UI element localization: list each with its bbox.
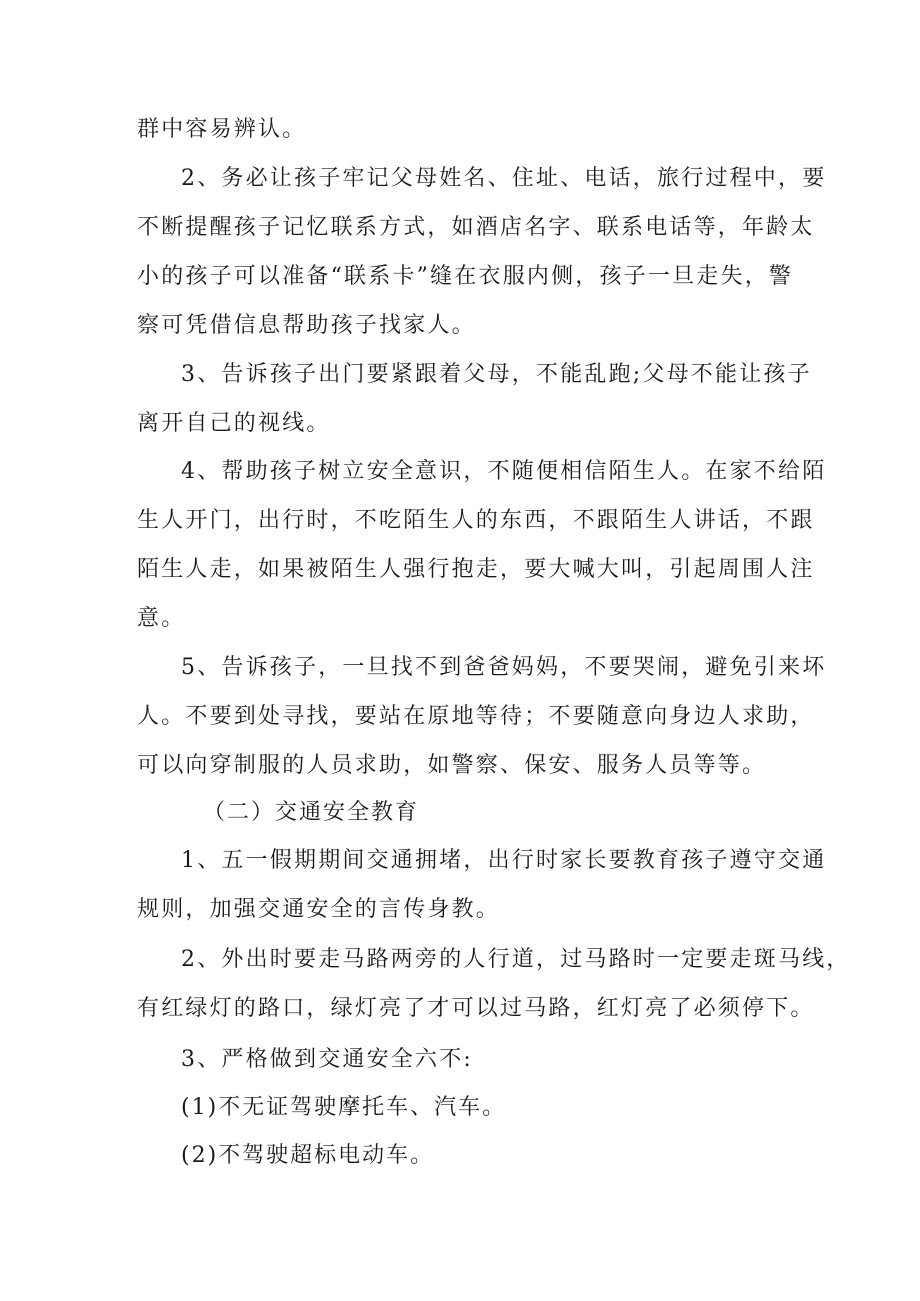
paragraph-line: 小的孩子可以准备“联系卡”缝在衣服内侧，孩子一旦走失，警 bbox=[137, 264, 794, 289]
paragraph-line: 2、外出时要走马路两旁的人行道，过马路时一定要走斑马线， bbox=[181, 947, 851, 972]
paragraph-line: 人。不要到处寻找，要站在原地等待；不要随意向身边人求助， bbox=[137, 704, 815, 729]
paragraph-line: 离开自己的视线。 bbox=[137, 411, 331, 436]
paragraph-line: 有红绿灯的路口，绿灯亮了才可以过马路，红灯亮了必须停下。 bbox=[137, 996, 815, 1021]
paragraph-line: 5、告诉孩子，一旦找不到爸爸妈妈，不要哭闹，避免引来坏 bbox=[181, 655, 827, 680]
paragraph-line: 3、严格做到交通安全六不: bbox=[181, 1047, 474, 1072]
list-item: (1)不无证驾驶摩托车、汽车。 bbox=[181, 1095, 507, 1120]
list-item: (2)不驾驶超标电动车。 bbox=[181, 1143, 435, 1168]
paragraph-line: 察可凭借信息帮助孩子找家人。 bbox=[137, 313, 476, 338]
paragraph-line: 规则，加强交通安全的言传身教。 bbox=[137, 897, 501, 922]
paragraph-line: 4、帮助孩子树立安全意识，不随便相信陌生人。在家不给陌 bbox=[181, 459, 827, 484]
paragraph-line: 2、务必让孩子牢记父母姓名、住址、电话，旅行过程中，要 bbox=[181, 166, 827, 191]
paragraph-line: 生人开门，出行时，不吃陌生人的东西，不跟陌生人讲话，不跟 bbox=[137, 508, 815, 533]
paragraph-line: 不断提醒孩子记忆联系方式，如酒店名字、联系电话等，年龄太 bbox=[137, 215, 815, 240]
paragraph-line: 群中容易辨认。 bbox=[137, 117, 307, 142]
paragraph-line: 1、五一假期期间交通拥堵，出行时家长要教育孩子遵守交通 bbox=[181, 848, 827, 873]
paragraph-line: 陌生人走，如果被陌生人强行抱走，要大喊大叫，引起周围人注 bbox=[137, 557, 815, 582]
section-heading: （二）交通安全教育 bbox=[203, 800, 420, 825]
paragraph-line: 可以向穿制服的人员求助，如警察、保安、服务人员等等。 bbox=[137, 753, 767, 778]
paragraph-line: 3、告诉孩子出门要紧跟着父母，不能乱跑;父母不能让孩子 bbox=[181, 362, 812, 387]
paragraph-line: 意。 bbox=[137, 606, 186, 631]
